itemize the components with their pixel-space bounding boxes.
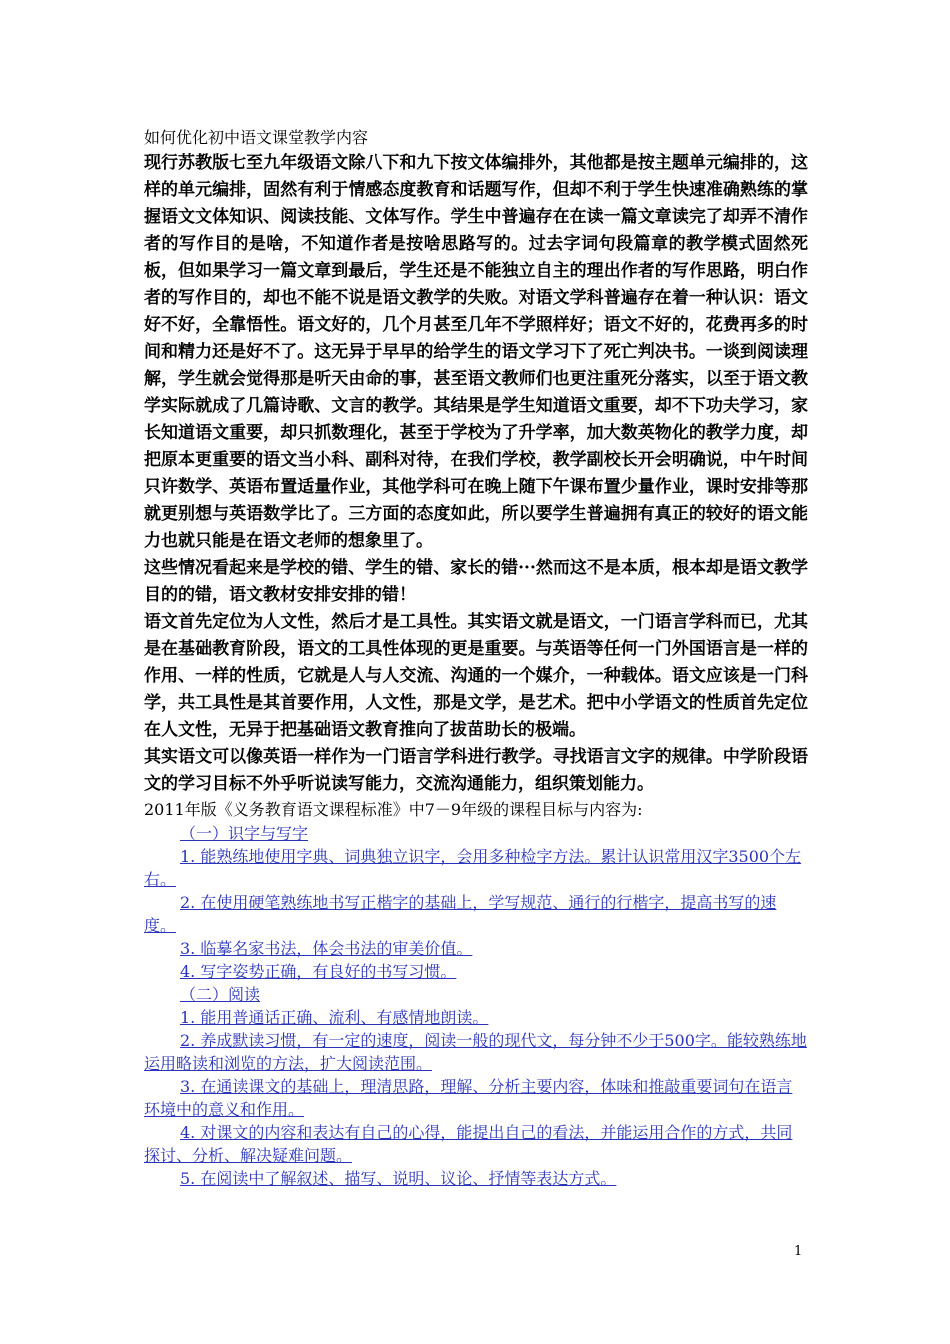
document-title: 如何优化初中语文课堂教学内容 (144, 128, 369, 147)
literacy-item-2[interactable]: 2. 在使用硬笔熟练地书写正楷字的基础上，学写规范、通行的行楷字，提高书写的速度。 (144, 893, 777, 935)
reading-item-3[interactable]: 3. 在通读课文的基础上，理清思路，理解、分析主要内容，体味和推敲重要词句在语言环境中的意义和作用。 (144, 1077, 793, 1119)
reading-item-1[interactable]: 1. 能用普通话正确、流利、有感情地朗读。 (180, 1008, 489, 1027)
page-number: 1 (794, 1244, 803, 1259)
document-body (144, 126, 808, 1190)
reading-item-4[interactable]: 4. 对课文的内容和表达有自己的心得，能提出自己的看法，并能运用合作的方式，共同探讨、分析、解决疑难问题。 (144, 1123, 793, 1165)
paragraph-1: 现行苏教版七至九年级语文除八下和九下按文体编排外，其他都是按主题单元编排的，这样的单元编排，固然有利于情感态度教育和话题写作，但却不利于学生快速准确熟练的掌握语文文体知识、阅读技能、文体写作。学生中普遍存在在读一篇文章读完了却弄不清作者的写作目的是啥，不知道作者是按啥思路写的。过去字词句段篇章的教学模式固然死板，但如果学习一篇文章到最后，学生还是不能独立自主的理出作者的写作思路，明白作者的写作目的，却也不能不说是语文教学的失败。对语文学科普遍存在着一种认识：语文好不好，全靠悟性。语文好的，几个月甚至几年不学照样好；语文不好的，花费再多的时间和精力还是好不了。这无异于早早的给学生的语文学习下了死亡判决书。一谈到阅读理解，学生就会觉得那是听天由命的事，甚至语文教师们也更注重死分落实，以至于语文教学实际就成了几篇诗歌、文言的教学。其结果是学生知道语文重要，却不下功夫学习，家长知道语文重要，却只抓数理化，甚至于学校为了升学率，加大数英物化的教学力度，却把原本更重要的语文当小科、副科对待，在我们学校，教学副校长开会明确说，中午时间只许数学、英语布置适量作业，其他学科可在晚上随下午课布置少量作业，课时安排等那就更别想与英语数学比了。三方面的态度如此，所以要学生普遍拥有真正的较好的语文能力也就只能是在语文老师的想象里了。 (144, 153, 808, 551)
literacy-item-3[interactable]: 3. 临摹名家书法，体会书法的审美价值。 (180, 939, 473, 958)
literacy-item-4[interactable]: 4. 写字姿势正确，有良好的书写习惯。 (180, 962, 457, 981)
curriculum-standard-intro: 2011年版《义务教育语文课程标准》中7－9年级的课程目标与内容为: (144, 800, 643, 819)
section-heading-literacy[interactable]: （一）识字与写字 (180, 824, 309, 843)
paragraph-2: 这些情况看起来是学校的错、学生的错、家长的错···然而这不是本质，根本却是语文教学目的的错，语文教材安排安排的错！ (144, 558, 808, 605)
paragraph-4: 其实语文可以像英语一样作为一门语言学科进行教学。寻找语言文字的规律。中学阶段语文的学习目标不外乎听说读写能力，交流沟通能力，组织策划能力。 (144, 747, 808, 794)
literacy-item-1[interactable]: 1. 能熟练地使用字典、词典独立识字，会用多种检字方法。累计认识常用汉字3500个左右。 (144, 847, 802, 889)
reading-item-5[interactable]: 5. 在阅读中了解叙述、描写、说明、议论、抒情等表达方式。 (180, 1169, 617, 1188)
reading-item-2[interactable]: 2. 养成默读习惯，有一定的速度，阅读一般的现代文，每分钟不少于500字。能较熟练地运用略读和浏览的方法，扩大阅读范围。 (144, 1031, 807, 1073)
section-heading-reading[interactable]: （二）阅读 (180, 985, 261, 1004)
paragraph-3: 语文首先定位为人文性，然后才是工具性。其实语文就是语文，一门语言学科而已，尤其是在基础教育阶段，语文的工具性体现的更是重要。与英语等任何一门外国语言是一样的作用、一样的性质，它就是人与人交流、沟通的一个媒介，一种载体。语文应该是一门科学，共工具性是其首要作用，人文性，那是文学，是艺术。把中小学语文的性质首先定位在人文性，无异于把基础语文教育推向了拔苗助长的极端。 (144, 612, 808, 740)
